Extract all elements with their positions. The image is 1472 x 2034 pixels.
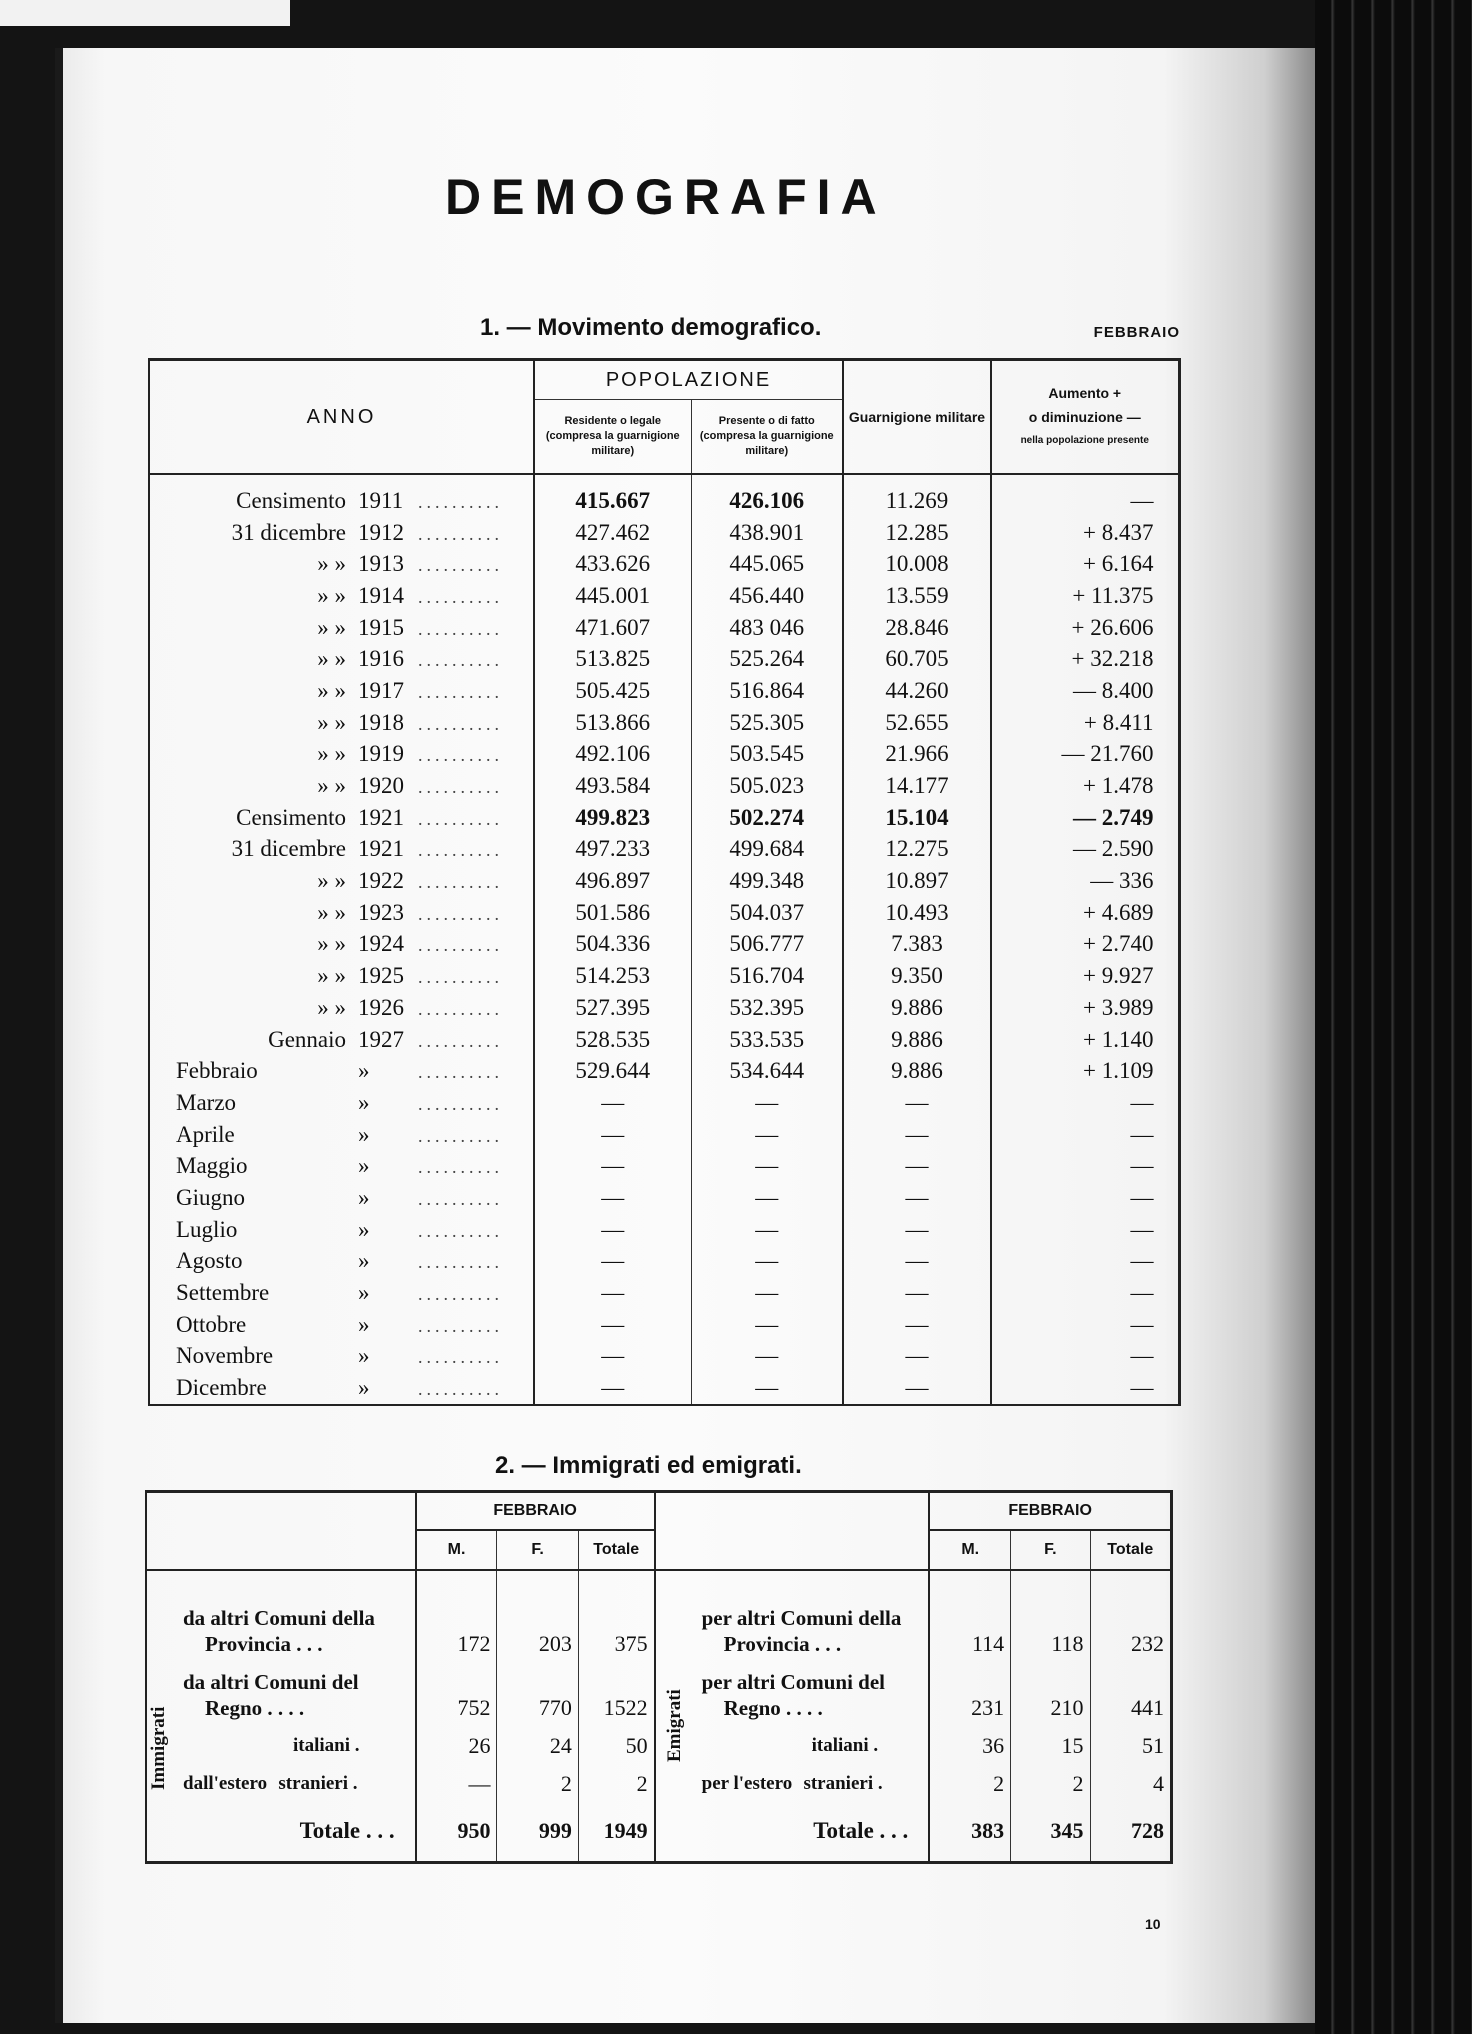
emigrati-vertical-label: Emigrati bbox=[664, 1689, 685, 1762]
cell-guarnigione: — bbox=[905, 1343, 929, 1369]
row-label: » » 1924 .......... bbox=[149, 929, 534, 961]
cell-guarnigione: 10.008 bbox=[885, 551, 949, 577]
table-row bbox=[149, 580, 1179, 612]
table-row bbox=[149, 1024, 1179, 1056]
cell-presente: — bbox=[691, 1119, 843, 1151]
cell: 441 bbox=[1090, 1661, 1171, 1725]
cell-guarnigione: — bbox=[843, 1372, 991, 1405]
row-label: » » 1925 .......... bbox=[149, 960, 534, 992]
cell-variazione: — 336 bbox=[991, 865, 1179, 897]
table-row bbox=[149, 1277, 1179, 1309]
immigrati-row-italiani: italiani . bbox=[146, 1725, 416, 1763]
cell-guarnigione: 13.559 bbox=[885, 582, 949, 608]
cell: 1522 bbox=[578, 1661, 654, 1725]
table-row bbox=[149, 1087, 1179, 1119]
cell-guarnigione: 9.350 bbox=[891, 963, 943, 989]
table-row bbox=[149, 548, 1179, 580]
cell-residente: — bbox=[534, 1341, 691, 1373]
total-cell: 728 bbox=[1090, 1801, 1171, 1863]
col-totale: Totale bbox=[1090, 1530, 1171, 1570]
row-label: Settembre » .......... bbox=[149, 1277, 534, 1309]
cell: 770 bbox=[497, 1661, 578, 1725]
cell-residente: 492.106 bbox=[534, 739, 691, 771]
section-1-title: 1. — Movimento demografico. bbox=[480, 314, 822, 341]
row-label: » » 1916 .......... bbox=[149, 643, 534, 675]
cell-residente: 499.823 bbox=[534, 802, 691, 834]
total-cell: 950 bbox=[416, 1801, 497, 1863]
cell: 231 bbox=[929, 1661, 1010, 1725]
cell-presente: — bbox=[691, 1309, 843, 1341]
immigrati-vertical-label: Immigrati bbox=[148, 1706, 169, 1790]
cell-residente: 513.825 bbox=[534, 643, 691, 675]
cell-variazione: — 8.400 bbox=[991, 675, 1179, 707]
cell-variazione: + 8.411 bbox=[991, 707, 1179, 739]
header-presente: Presente o di fatto (compresa la guarnigione militare) bbox=[691, 400, 843, 474]
cell-presente: — bbox=[691, 1277, 843, 1309]
cell-residente: 527.395 bbox=[534, 992, 691, 1024]
total-cell: 999 bbox=[497, 1801, 578, 1863]
cell-residente: 501.586 bbox=[534, 897, 691, 929]
cell-presente: — bbox=[691, 1246, 843, 1278]
total-cell: 345 bbox=[1011, 1801, 1090, 1863]
cell-presente: 505.023 bbox=[691, 770, 843, 802]
cell: 36 bbox=[929, 1725, 1010, 1763]
row-label: Censimento 1911 .......... bbox=[149, 474, 534, 517]
row-label: Febbraio » .......... bbox=[149, 1055, 534, 1087]
demographic-movement-table bbox=[148, 358, 1181, 1406]
cell-variazione: — bbox=[991, 1246, 1179, 1278]
cell-presente: 456.440 bbox=[691, 580, 843, 612]
cell: 2 bbox=[497, 1763, 578, 1801]
cell-variazione: + 9.927 bbox=[991, 960, 1179, 992]
cell-presente: 445.065 bbox=[691, 548, 843, 580]
row-label: 31 dicembre 1912 .......... bbox=[149, 517, 534, 549]
cell-residente: 471.607 bbox=[534, 612, 691, 644]
table-row bbox=[149, 802, 1179, 834]
book-binding-edge bbox=[1315, 0, 1472, 2034]
cell-residente: 445.001 bbox=[534, 580, 691, 612]
header-guarnigione: Guarnigione militare bbox=[843, 360, 991, 475]
cell-guarnigione: — bbox=[905, 1311, 929, 1337]
cell-variazione: — 2.749 bbox=[991, 802, 1179, 834]
cell-presente: 503.545 bbox=[691, 739, 843, 771]
cell-residente: 433.626 bbox=[534, 548, 691, 580]
row-label: Gennaio 1927 .......... bbox=[149, 1024, 534, 1056]
cell-presente: 502.274 bbox=[691, 802, 843, 834]
cell-guarnigione: 21.966 bbox=[885, 741, 949, 767]
cell-residente: — bbox=[534, 1246, 691, 1278]
cell-presente: 534.644 bbox=[691, 1055, 843, 1087]
cell: 4 bbox=[1090, 1763, 1171, 1801]
table-row bbox=[149, 517, 1179, 549]
cell-guarnigione: 10.493 bbox=[885, 899, 949, 925]
emigrati-totale-label: Totale . . . bbox=[655, 1801, 930, 1863]
cell-residente: — bbox=[534, 1277, 691, 1309]
cell-residente: 496.897 bbox=[534, 865, 691, 897]
cell-variazione: — bbox=[991, 1119, 1179, 1151]
col-f: F. bbox=[497, 1530, 578, 1570]
cell-presente: 532.395 bbox=[691, 992, 843, 1024]
cell-guarnigione: 44.260 bbox=[885, 677, 949, 703]
table-row bbox=[149, 1372, 1179, 1405]
cell-residente: — bbox=[534, 1372, 691, 1405]
cell-presente: 426.106 bbox=[691, 474, 843, 517]
total-cell: 1949 bbox=[578, 1801, 654, 1863]
cell: 172 bbox=[416, 1597, 497, 1661]
cell-guarnigione: 28.846 bbox=[885, 614, 949, 640]
row-label: Agosto » .......... bbox=[149, 1246, 534, 1278]
cell-guarnigione: — bbox=[905, 1089, 929, 1115]
immigrati-totale-label: Totale . . . bbox=[146, 1801, 416, 1863]
row-label: Aprile » .......... bbox=[149, 1119, 534, 1151]
cell-guarnigione: 14.177 bbox=[885, 773, 949, 799]
migration-table bbox=[145, 1490, 1173, 1864]
header-anno: ANNO bbox=[149, 360, 534, 475]
row-label: Novembre » .......... bbox=[149, 1341, 534, 1373]
cell: 203 bbox=[497, 1597, 578, 1661]
header-popolazione: POPOLAZIONE bbox=[534, 360, 843, 400]
cell-residente: — bbox=[534, 1119, 691, 1151]
section-2-title: 2. — Immigrati ed emigrati. bbox=[495, 1452, 802, 1479]
scan-top-margin bbox=[0, 0, 290, 26]
cell-variazione: + 11.375 bbox=[991, 580, 1179, 612]
table-row bbox=[149, 865, 1179, 897]
cell: 2 bbox=[1011, 1763, 1090, 1801]
table-body bbox=[149, 474, 1179, 1405]
table-row bbox=[149, 1246, 1179, 1278]
cell: 26 bbox=[416, 1725, 497, 1763]
header-month-emigrati: FEBBRAIO bbox=[929, 1492, 1171, 1531]
cell-presente: 533.535 bbox=[691, 1024, 843, 1056]
cell-variazione: — bbox=[991, 1309, 1179, 1341]
table-row bbox=[149, 1309, 1179, 1341]
cell: 114 bbox=[929, 1597, 1010, 1661]
header-blank bbox=[146, 1492, 416, 1531]
row-label: Ottobre » .......... bbox=[149, 1309, 534, 1341]
row-label: » » 1920 .......... bbox=[149, 770, 534, 802]
cell-guarnigione: 10.897 bbox=[885, 868, 949, 894]
table-row bbox=[149, 929, 1179, 961]
cell-variazione: — 2.590 bbox=[991, 834, 1179, 866]
cell-presente: — bbox=[691, 1182, 843, 1214]
cell-guarnigione: — bbox=[905, 1248, 929, 1274]
cell-guarnigione: 11.269 bbox=[885, 487, 949, 513]
cell-variazione: — bbox=[991, 1277, 1179, 1309]
table-row bbox=[149, 1341, 1179, 1373]
cell-variazione: + 26.606 bbox=[991, 612, 1179, 644]
cell-residente: — bbox=[534, 1150, 691, 1182]
cell-presente: — bbox=[691, 1214, 843, 1246]
cell: 24 bbox=[497, 1725, 578, 1763]
table-row bbox=[149, 770, 1179, 802]
row-label: Luglio » .......... bbox=[149, 1214, 534, 1246]
row-label: Giugno » .......... bbox=[149, 1182, 534, 1214]
header-residente: Residente o legale (compresa la guarnigione militare) bbox=[534, 400, 691, 474]
table-row bbox=[149, 1214, 1179, 1246]
page-title: DEMOGRAFIA bbox=[445, 169, 887, 225]
cell-guarnigione: — bbox=[905, 1153, 929, 1179]
table-row bbox=[149, 612, 1179, 644]
emigrati-row-stranieri: per l'estero stranieri . bbox=[701, 1773, 883, 1794]
table-row bbox=[149, 643, 1179, 675]
cell-variazione: — bbox=[991, 474, 1179, 517]
cell-residente: 513.866 bbox=[534, 707, 691, 739]
cell-presente: 438.901 bbox=[691, 517, 843, 549]
cell-presente: 516.864 bbox=[691, 675, 843, 707]
cell-residente: — bbox=[534, 1214, 691, 1246]
cell-residente: 504.336 bbox=[534, 929, 691, 961]
cell-guarnigione: — bbox=[905, 1216, 929, 1242]
table-row bbox=[149, 1182, 1179, 1214]
row-label: » » 1915 .......... bbox=[149, 612, 534, 644]
row-label: » » 1922 .......... bbox=[149, 865, 534, 897]
row-label: » » 1914 .......... bbox=[149, 580, 534, 612]
row-label: Marzo » .......... bbox=[149, 1087, 534, 1119]
col-m: M. bbox=[416, 1530, 497, 1570]
row-label: » » 1918 .......... bbox=[149, 707, 534, 739]
cell-variazione: + 1.140 bbox=[991, 1024, 1179, 1056]
cell-residente: — bbox=[534, 1182, 691, 1214]
month-tag: FEBBRAIO bbox=[1093, 324, 1180, 341]
cell-guarnigione: — bbox=[905, 1121, 929, 1147]
row-label: » » 1913 .......... bbox=[149, 548, 534, 580]
cell-guarnigione: 12.285 bbox=[885, 519, 949, 545]
cell-presente: 499.684 bbox=[691, 834, 843, 866]
cell-variazione: + 6.164 bbox=[991, 548, 1179, 580]
cell-guarnigione: 52.655 bbox=[885, 709, 949, 735]
emigrati-row-italiani: italiani . bbox=[811, 1735, 879, 1756]
cell-guarnigione: 9.886 bbox=[891, 1058, 943, 1084]
cell: — bbox=[416, 1763, 497, 1801]
cell-guarnigione: — bbox=[905, 1280, 929, 1306]
table-row bbox=[149, 960, 1179, 992]
row-label: » » 1923 .......... bbox=[149, 897, 534, 929]
cell-presente: — bbox=[691, 1150, 843, 1182]
cell-variazione: + 4.689 bbox=[991, 897, 1179, 929]
cell-variazione: — bbox=[991, 1341, 1179, 1373]
cell-residente: 528.535 bbox=[534, 1024, 691, 1056]
cell-guarnigione: 9.886 bbox=[891, 994, 943, 1020]
cell-variazione: — bbox=[991, 1182, 1179, 1214]
page-number: 10 bbox=[1145, 1916, 1161, 1932]
emigrati-row-provincia: per altri Comuni della Provincia . . . bbox=[701, 1606, 902, 1656]
table-row bbox=[149, 474, 1179, 517]
cell-guarnigione: 15.104 bbox=[885, 804, 949, 830]
cell-presente: 483 046 bbox=[691, 612, 843, 644]
cell: 118 bbox=[1011, 1597, 1090, 1661]
cell-residente: 514.253 bbox=[534, 960, 691, 992]
cell-guarnigione: 9.886 bbox=[891, 1026, 943, 1052]
header-aumento: Aumento + o diminuzione — nella popolazione presente bbox=[991, 360, 1179, 475]
cell: 210 bbox=[1011, 1661, 1090, 1725]
cell-residente: 427.462 bbox=[534, 517, 691, 549]
row-label: » » 1926 .......... bbox=[149, 992, 534, 1024]
table-row bbox=[149, 1055, 1179, 1087]
scan-left-edge bbox=[55, 48, 63, 2023]
table-row bbox=[149, 834, 1179, 866]
immigrati-row-regno: da altri Comuni del Regno . . . . bbox=[146, 1661, 416, 1725]
cell-guarnigione: 12.275 bbox=[885, 836, 949, 862]
table-row bbox=[149, 675, 1179, 707]
immigrati-row-stranieri: dall'estero stranieri . bbox=[146, 1763, 416, 1801]
cell-variazione: — bbox=[991, 1087, 1179, 1119]
cell-presente: 525.305 bbox=[691, 707, 843, 739]
row-label: 31 dicembre 1921 .......... bbox=[149, 834, 534, 866]
row-label: » » 1917 .......... bbox=[149, 675, 534, 707]
table-row bbox=[149, 992, 1179, 1024]
cell-residente: 529.644 bbox=[534, 1055, 691, 1087]
cell: 2 bbox=[578, 1763, 654, 1801]
immigrati-row-provincia: da altri Comuni della Provincia . . . bbox=[146, 1597, 416, 1661]
table-row bbox=[149, 707, 1179, 739]
cell-variazione: + 2.740 bbox=[991, 929, 1179, 961]
cell-variazione: + 1.109 bbox=[991, 1055, 1179, 1087]
cell-presente: — bbox=[691, 1372, 843, 1405]
cell-presente: 506.777 bbox=[691, 929, 843, 961]
cell: 50 bbox=[578, 1725, 654, 1763]
cell-guarnigione: — bbox=[905, 1184, 929, 1210]
cell: 15 bbox=[1011, 1725, 1090, 1763]
row-label: » » 1919 .......... bbox=[149, 739, 534, 771]
table-row bbox=[149, 1150, 1179, 1182]
cell: 752 bbox=[416, 1661, 497, 1725]
cell-presente: 499.348 bbox=[691, 865, 843, 897]
col-totale: Totale bbox=[578, 1530, 654, 1570]
cell: 51 bbox=[1090, 1725, 1171, 1763]
cell-presente: — bbox=[691, 1087, 843, 1119]
cell-presente: 504.037 bbox=[691, 897, 843, 929]
cell: 232 bbox=[1090, 1597, 1171, 1661]
cell-presente: — bbox=[691, 1341, 843, 1373]
cell-variazione: — bbox=[991, 1214, 1179, 1246]
row-label: Censimento 1921 .......... bbox=[149, 802, 534, 834]
row-label: Dicembre » .......... bbox=[149, 1372, 534, 1405]
cell-guarnigione: 60.705 bbox=[885, 646, 949, 672]
cell-variazione: — bbox=[991, 1150, 1179, 1182]
cell-variazione: + 8.437 bbox=[991, 517, 1179, 549]
total-cell: 383 bbox=[929, 1801, 1010, 1863]
header-blank bbox=[655, 1492, 930, 1531]
cell: 2 bbox=[929, 1763, 1010, 1801]
cell-residente: — bbox=[534, 1087, 691, 1119]
table-row bbox=[149, 739, 1179, 771]
cell-presente: 516.704 bbox=[691, 960, 843, 992]
header-month-immigrati: FEBBRAIO bbox=[416, 1492, 655, 1531]
cell-variazione: + 1.478 bbox=[991, 770, 1179, 802]
emigrati-row-regno: per altri Comuni del Regno . . . . bbox=[701, 1670, 885, 1720]
cell-residente: 497.233 bbox=[534, 834, 691, 866]
cell: 375 bbox=[578, 1597, 654, 1661]
cell-residente: — bbox=[534, 1309, 691, 1341]
table-row bbox=[149, 897, 1179, 929]
cell-variazione: + 32.218 bbox=[991, 643, 1179, 675]
cell-presente: 525.264 bbox=[691, 643, 843, 675]
cell-residente: 493.584 bbox=[534, 770, 691, 802]
cell-variazione: — bbox=[991, 1372, 1179, 1405]
row-label: Maggio » .......... bbox=[149, 1150, 534, 1182]
cell-residente: 415.667 bbox=[534, 474, 691, 517]
col-f: F. bbox=[1011, 1530, 1090, 1570]
col-m: M. bbox=[929, 1530, 1010, 1570]
cell-guarnigione: 7.383 bbox=[891, 931, 943, 957]
cell-variazione: — 21.760 bbox=[991, 739, 1179, 771]
table-row bbox=[149, 1119, 1179, 1151]
cell-variazione: + 3.989 bbox=[991, 992, 1179, 1024]
cell-residente: 505.425 bbox=[534, 675, 691, 707]
